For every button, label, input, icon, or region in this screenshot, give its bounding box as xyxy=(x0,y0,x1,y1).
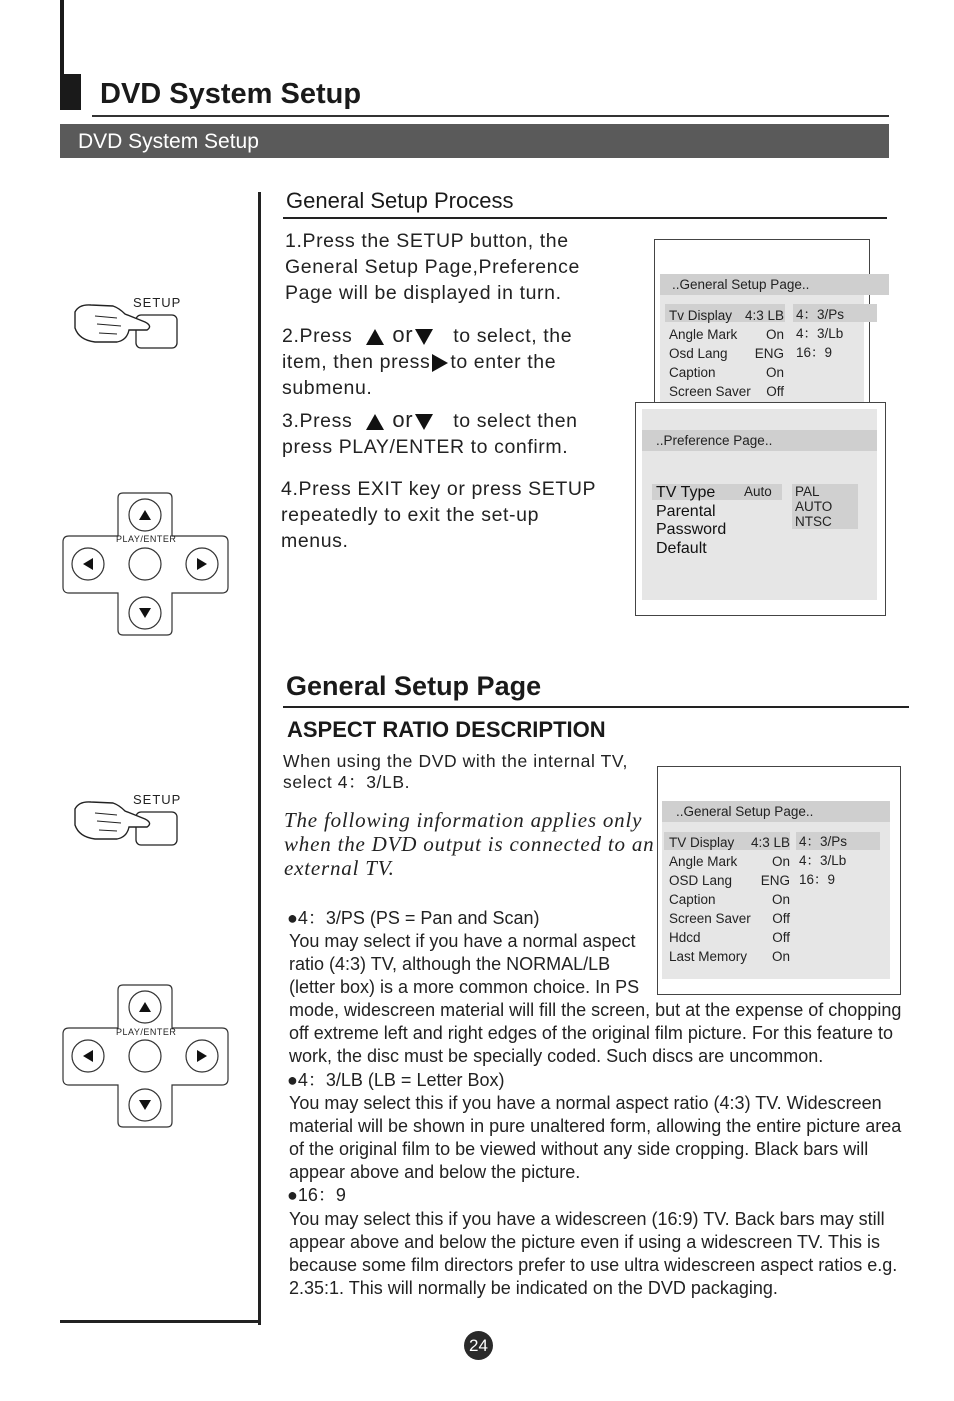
step-2 xyxy=(282,322,572,401)
process-title: General Setup Process xyxy=(286,188,514,213)
page-title: DVD System Setup xyxy=(100,78,362,110)
aspect-ratio-heading: ASPECT RATIO DESCRIPTION xyxy=(287,717,606,742)
step-4-line: 4.Press EXIT key or press SETUP xyxy=(281,478,597,500)
step-1-line: 1.Press the SETUP button, the xyxy=(285,230,569,252)
play-enter-pad-icon[interactable] xyxy=(62,492,230,637)
osd-header: ..Preference Page.. xyxy=(642,430,877,451)
header-marker-block xyxy=(60,74,81,110)
osd2-labels: TV Type Parental Password Default xyxy=(656,484,727,557)
step-3 xyxy=(282,407,578,460)
up-arrow-icon xyxy=(366,329,384,345)
bottom-rule xyxy=(60,1320,261,1323)
intro-text: When using the DVD with the internal TV, select 4：3/LB. xyxy=(283,751,629,792)
step-1-line: Page will be displayed in turn. xyxy=(285,282,562,304)
osd2-options: PAL AUTO NTSC xyxy=(795,484,833,529)
bullet-lb-title: ●4：3/LB (LB = Letter Box) xyxy=(287,1070,505,1090)
bullet-lb-text: You may select this if you have a normal aspect ratio (4:3) TV. Widescreen material will be shown in pure unaltered form, allowing the entire picture area of the original film to be viewed without any side cropping. Black bars will appear above and below the picture. xyxy=(289,1093,902,1182)
bullet-ps-title: ●4：3/PS (PS = Pan and Scan) xyxy=(287,908,540,928)
osd-header: ..General Setup Page.. xyxy=(662,801,890,822)
step-4 xyxy=(281,476,596,554)
step-4-line: repeatedly to exit the set-up xyxy=(281,504,540,526)
step-3-line-2: press PLAY/ENTER to confirm. xyxy=(282,436,569,458)
up-arrow-icon xyxy=(366,414,384,430)
external-tv-note: The following information applies only when the DVD output is connected to an external TV. xyxy=(284,808,655,880)
osd1-labels: Tv Display Angle Mark Osd Lang Caption Screen Saver xyxy=(669,308,751,399)
bullet-dot-icon: ● xyxy=(287,1185,298,1205)
page-number: 24 xyxy=(464,1331,493,1360)
osd-header: ..General Setup Page.. xyxy=(660,274,889,295)
bullet-dot-icon: ● xyxy=(287,1070,298,1090)
play-enter-label: PLAY/ENTER xyxy=(116,534,177,544)
osd3-labels: TV Display Angle Mark OSD Lang Caption Screen Saver Hdcd Last Memory xyxy=(669,835,751,964)
osd3-options: 4：3/Ps 4：3/Lb 16：9 xyxy=(799,834,848,887)
setup-label: SETUP xyxy=(133,295,182,310)
down-arrow-icon xyxy=(415,414,433,430)
step-1-line: General Setup Page,Preference xyxy=(285,256,580,278)
osd2-value: Auto xyxy=(744,484,772,499)
osd1-values: 4:3 LB On ENG On Off xyxy=(744,308,784,399)
setup-hand-icon xyxy=(73,300,183,352)
step-4-line: menus. xyxy=(281,530,349,552)
step-2-line-3: submenu. xyxy=(282,377,373,399)
step-1 xyxy=(285,228,580,306)
bullet-ps-text: You may select if you have a normal aspect ratio (4:3) TV, although the NORMAL/LB (letter box) is a more common choice. In PS mode, widescreen material will fill the screen, but at the expense of chopping off extreme left and right edges of the original film picture. For this feature to work, the disc must be specially coded. Such discs are uncommon. xyxy=(289,931,902,1066)
column-divider xyxy=(258,192,261,1325)
bullet-ws-text: You may select this if you have a widescreen (16:9) TV. Back bars may still appear above and below the picture even if using a widescreen TV. This is because some film directors prefer to use ultra widescreen aspect ratios e.g. 2.35:1. This will normally be indicated on the DVD packaging. xyxy=(289,1209,898,1298)
section-band: DVD System Setup xyxy=(60,124,889,158)
play-enter-label: PLAY/ENTER xyxy=(116,1027,177,1037)
osd3-values: 4:3 LB On ENG On Off Off On xyxy=(750,835,790,964)
bullet-ws-title: ●16：9 xyxy=(287,1185,346,1205)
bullet-dot-icon: ● xyxy=(287,908,298,928)
step-3-line-1: 3.Press or to select then xyxy=(282,407,578,432)
setup-label: SETUP xyxy=(133,792,182,807)
down-arrow-icon xyxy=(415,329,433,345)
play-enter-pad-icon[interactable] xyxy=(62,984,230,1129)
setup-hand-icon xyxy=(73,797,183,849)
general-setup-title: General Setup Page xyxy=(286,671,542,701)
right-arrow-icon xyxy=(432,354,448,372)
step-2-line-1: 2.Press or to select, the xyxy=(282,322,573,347)
process-title-rule xyxy=(283,217,887,219)
title-underline xyxy=(92,115,889,117)
osd1-options: 4：3/Ps 4：3/Lb 16：9 xyxy=(796,307,845,360)
general-setup-rule xyxy=(283,706,909,708)
step-2-line-2: item, then press to enter the xyxy=(282,351,557,373)
bullet-ps xyxy=(287,907,540,930)
